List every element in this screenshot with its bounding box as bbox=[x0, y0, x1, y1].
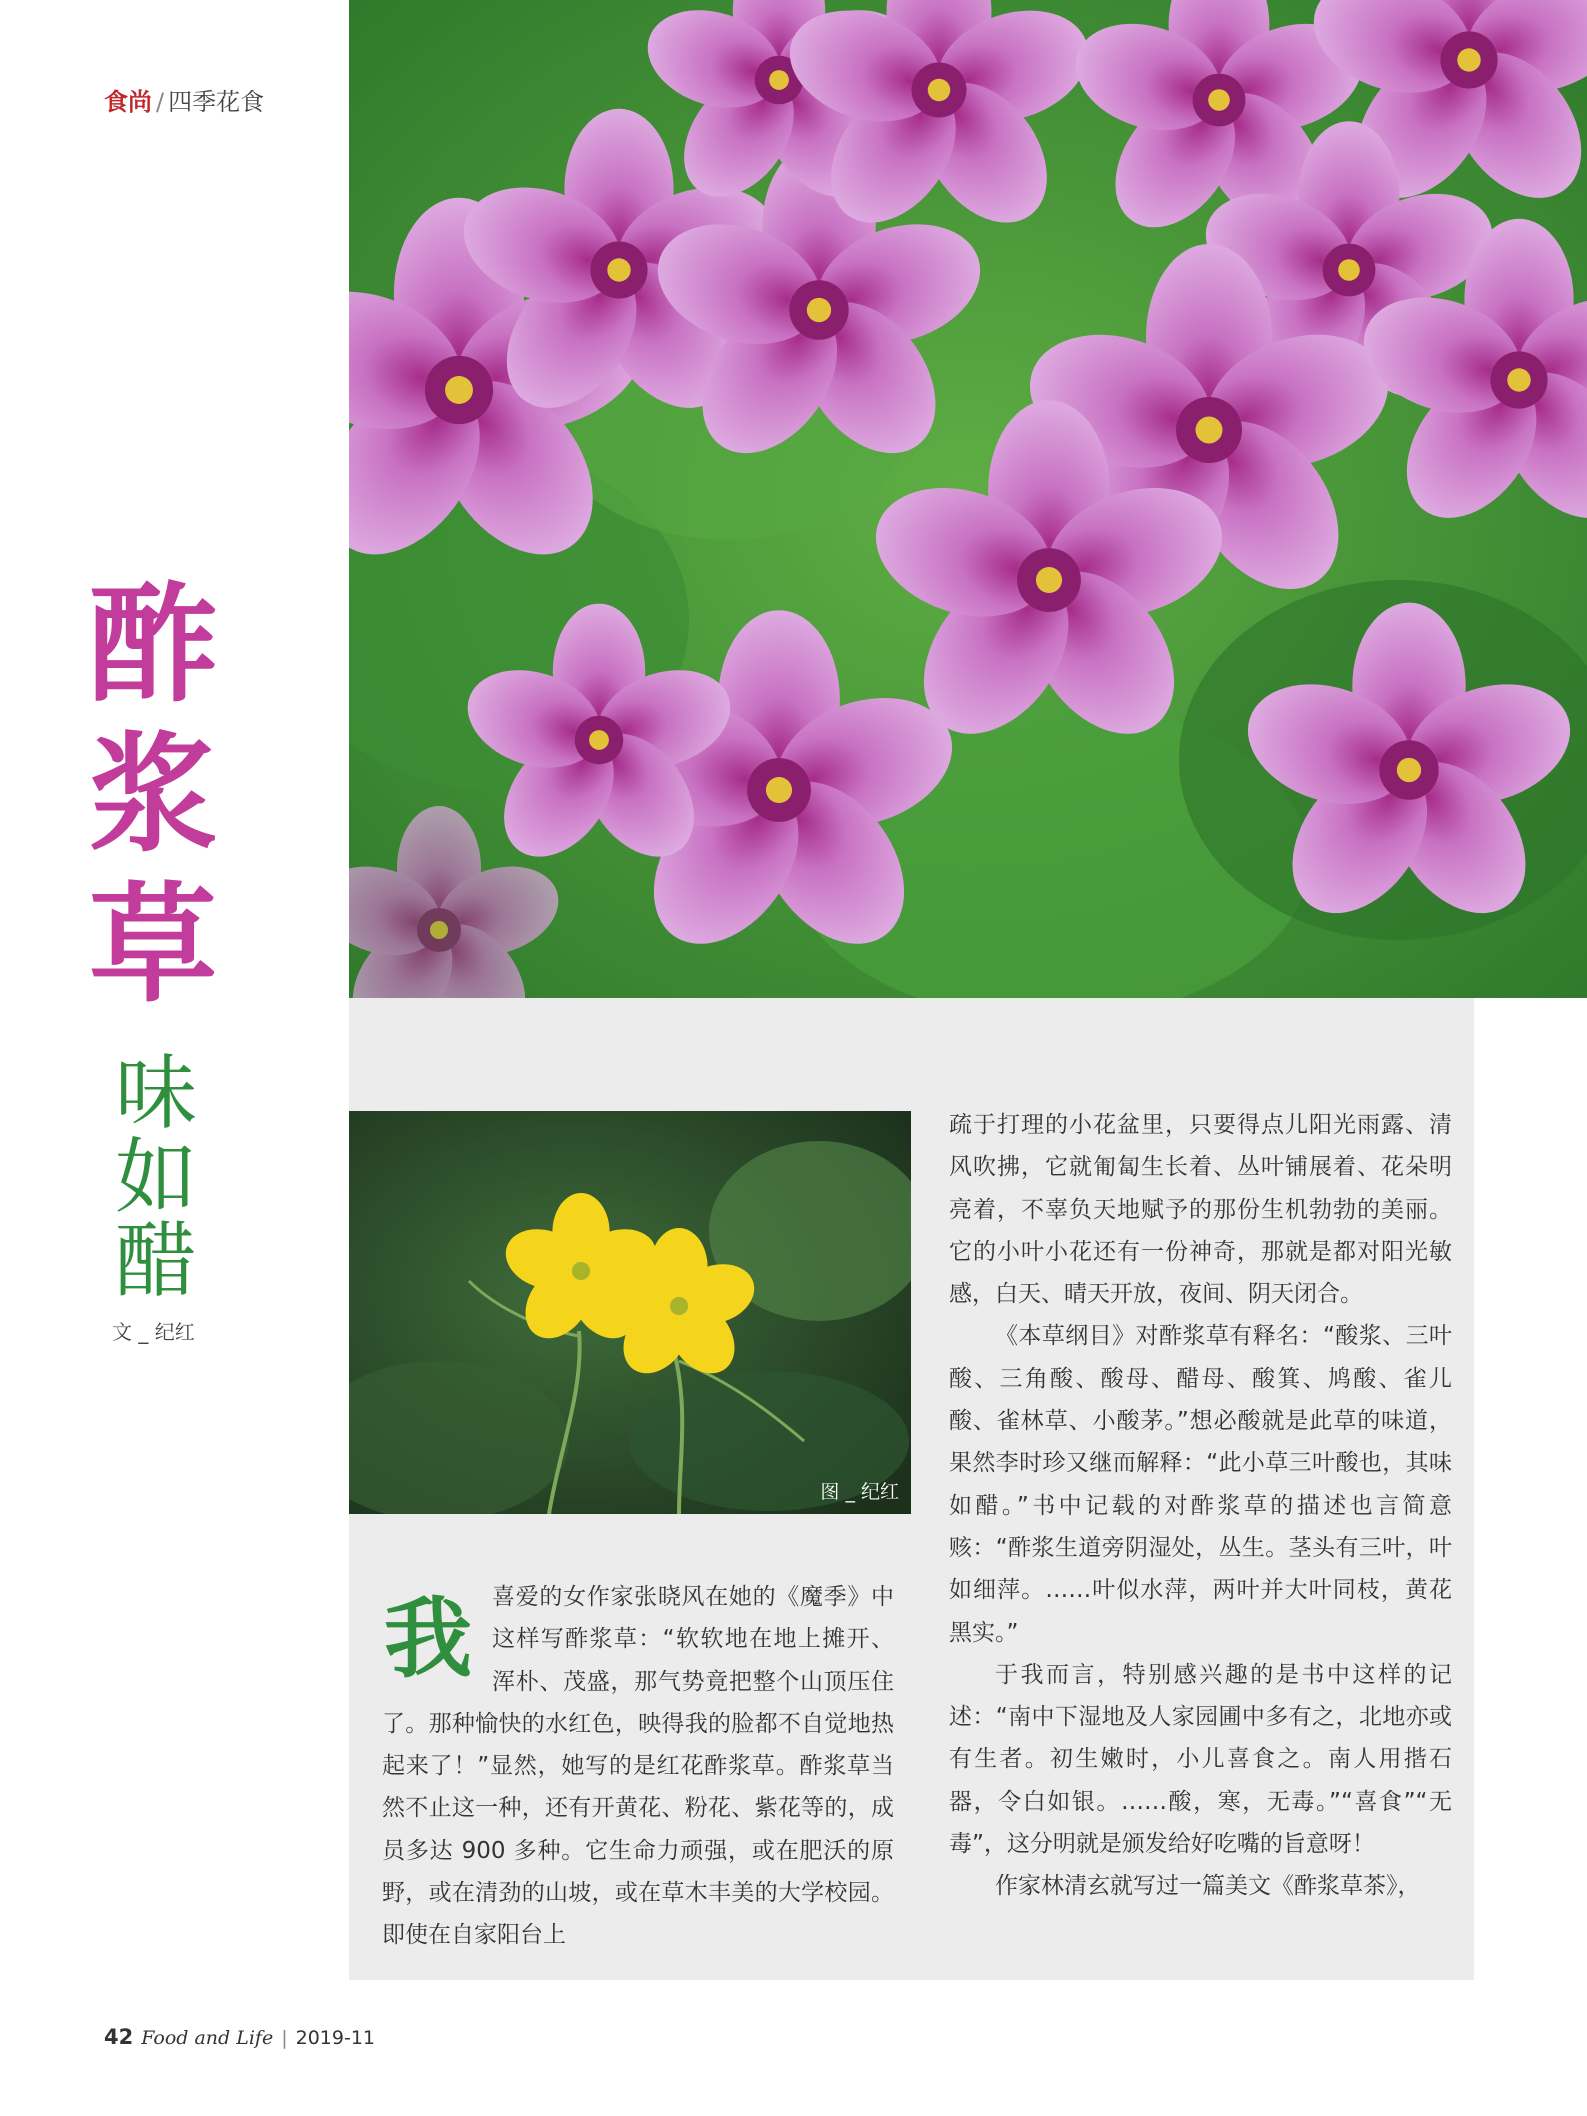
subtitle-char: 如 bbox=[114, 1130, 197, 1225]
byline: 文 _ 纪红 bbox=[112, 1320, 195, 1344]
title-char: 浆 bbox=[88, 720, 217, 870]
page-number: 42 bbox=[104, 2025, 134, 2049]
drop-cap: 我 bbox=[384, 1586, 473, 1690]
title-char: 酢 bbox=[88, 570, 217, 720]
magazine-name: Food and Life bbox=[141, 2027, 274, 2049]
article-column-left bbox=[382, 1576, 894, 1957]
section-separator: / bbox=[156, 88, 165, 116]
article-title bbox=[78, 570, 228, 1020]
article-text: 喜爱的女作家张晓风在她的《魔季》中这样写酢浆草：“软软地在地上摊开、浑朴、茂盛，那气势竟把整个山顶压住了。那种愉快的水红色，映得我的脸都不自觉地热起来了！”显然，她写的是红花酢浆草。酢浆草当然不止这一种，还有开黄花、粉花、紫花等的，成员多达 900 多种。它生命力顽强，或在肥沃的原野，或在清劲的山坡，或在草木丰美的大学校园。即使在自家阳台上 bbox=[382, 1584, 894, 1949]
article-paragraph: 疏于打理的小花盆里，只要得点儿阳光雨露、清风吹拂，它就匍匐生长着、丛叶铺展着、花朵明亮着，不辜负天地赋予的那份生机勃勃的美丽。它的小叶小花还有一份神奇，那就是都对阳光敏感，白天、晴天开放，夜间、阴天闭合。 bbox=[949, 1112, 1452, 1308]
article-paragraph: 《本草纲目》对酢浆草有释名：“酸浆、三叶酸、三角酸、酸母、醋母、酸箕、鸠酸、雀儿酸、雀林草、小酸茅。”想必酸就是此草的味道，果然李时珍又继而解释：“此小草三叶酸也，其味如醋。”书中记载的对酢浆草的描述也言简意赅：“酢浆生道旁阴湿处，丛生。茎头有三叶，叶如细萍。……叶似水萍，两叶并大叶同枝，黄花黑实。” bbox=[949, 1323, 1452, 1646]
inset-photo-yellow-flowers bbox=[349, 1111, 911, 1514]
subtitle-char: 味 bbox=[114, 1046, 197, 1141]
section-label bbox=[104, 82, 264, 117]
subtitle-char: 醋 bbox=[114, 1214, 197, 1309]
article-paragraph: 作家林清玄就写过一篇美文《酢浆草茶》， bbox=[995, 1873, 1421, 1900]
section-column: 四季花食 bbox=[168, 88, 265, 116]
title-char: 草 bbox=[88, 870, 217, 1020]
photo-credit: 图 _ 纪红 bbox=[820, 1481, 899, 1503]
issue-date: 2019-11 bbox=[295, 2027, 375, 2049]
page-footer bbox=[104, 2025, 375, 2049]
section-category: 食尚 bbox=[104, 88, 152, 116]
footer-separator: | bbox=[281, 2027, 288, 2049]
article-subtitle bbox=[108, 1046, 204, 1309]
article-paragraph: 于我而言，特别感兴趣的是书中这样的记述：“南中下湿地及人家园圃中多有之，北地亦或有生者。初生嫩时，小儿喜食之。南人用揩石器，令白如银。……酸，寒，无毒。”“喜食”“无毒”，这分明就是颁发给好吃嘴的旨意呀！ bbox=[949, 1661, 1452, 1858]
article-column-right bbox=[949, 1104, 1452, 1908]
hero-photo-pink-flowers bbox=[349, 0, 1587, 998]
